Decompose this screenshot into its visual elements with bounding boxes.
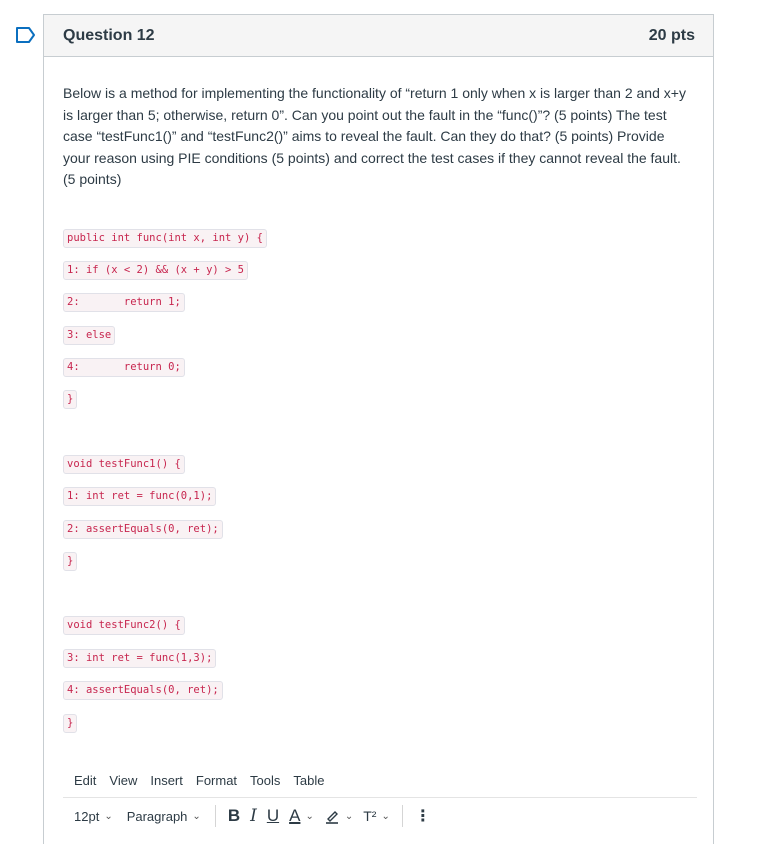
- code-line: 4: return 0;: [63, 358, 185, 377]
- func-code-block: [63, 229, 695, 423]
- question-text: Below is a method for implementing the functionality of “return 1 only when x is larger than 2 and x+y is larger than 5; otherwise, return 0”. Can you point out the fault in the “func()”? (5 points) The test case “testFunc1()” and “testFunc2()” aims to reveal the fault. Can they do that? (5 points) Provide your reason using PIE conditions (5 points) and correct the test cases if they cannot reveal the fault. (5 points): [63, 85, 686, 187]
- menu-tools[interactable]: Tools: [250, 773, 281, 788]
- chevron-down-icon: ⌄: [344, 810, 354, 822]
- more-options-icon[interactable]: ⋮: [414, 808, 431, 825]
- chevron-down-icon: ⌄: [192, 810, 201, 822]
- superscript-button[interactable]: [363, 808, 390, 824]
- question-body: [44, 57, 713, 746]
- font-size-select[interactable]: [74, 809, 113, 824]
- flag-question-icon[interactable]: [15, 26, 37, 44]
- block-format-select[interactable]: [127, 809, 201, 824]
- code-line: }: [63, 552, 77, 571]
- chevron-down-icon: ⌄: [381, 810, 390, 822]
- toolbar-separator: [402, 805, 403, 827]
- editor-menubar: [74, 773, 337, 788]
- menu-insert[interactable]: Insert: [150, 773, 183, 788]
- text-color-icon: A: [289, 806, 301, 825]
- highlight-color-button[interactable]: [324, 808, 353, 824]
- code-line: 3: int ret = func(1,3);: [63, 649, 216, 668]
- code-line: }: [63, 390, 77, 409]
- text-color-button[interactable]: [289, 806, 314, 826]
- code-line: 2: assertEquals(0, ret);: [63, 520, 223, 539]
- test1-code-block: [63, 455, 695, 585]
- italic-button[interactable]: I: [250, 806, 257, 826]
- code-line: 2: return 1;: [63, 293, 185, 312]
- code-line: 3: else: [63, 326, 115, 345]
- menu-edit[interactable]: Edit: [74, 773, 97, 788]
- code-line: }: [63, 714, 77, 733]
- superscript-icon: T²: [363, 808, 377, 824]
- question-title: Question 12: [63, 26, 155, 44]
- code-line: void testFunc1() {: [63, 455, 185, 474]
- toolbar-divider: [63, 797, 697, 798]
- editor-toolbar: [74, 805, 441, 827]
- question-header: [44, 15, 713, 57]
- highlighter-icon: [324, 808, 340, 824]
- menu-format[interactable]: Format: [195, 773, 238, 788]
- test2-code-block: [63, 616, 695, 746]
- chevron-down-icon: ⌄: [104, 810, 113, 822]
- code-line: 1: if (x < 2) && (x + y) > 5: [63, 261, 248, 280]
- chevron-down-icon: ⌄: [305, 810, 314, 822]
- underline-button[interactable]: U: [266, 806, 280, 825]
- bold-button[interactable]: B: [227, 806, 241, 825]
- menu-table[interactable]: Table: [293, 773, 325, 788]
- code-line: void testFunc2() {: [63, 616, 185, 635]
- code-line: 1: int ret = func(0,1);: [63, 487, 216, 506]
- toolbar-separator: [215, 805, 216, 827]
- font-size-value: 12pt: [74, 808, 100, 824]
- question-points: 20 pts: [648, 26, 695, 44]
- question-card: [43, 14, 714, 844]
- menu-view[interactable]: View: [109, 773, 138, 788]
- code-line: 4: assertEquals(0, ret);: [63, 681, 223, 700]
- code-line: public int func(int x, int y) {: [63, 229, 267, 248]
- block-format-value: Paragraph: [126, 808, 188, 824]
